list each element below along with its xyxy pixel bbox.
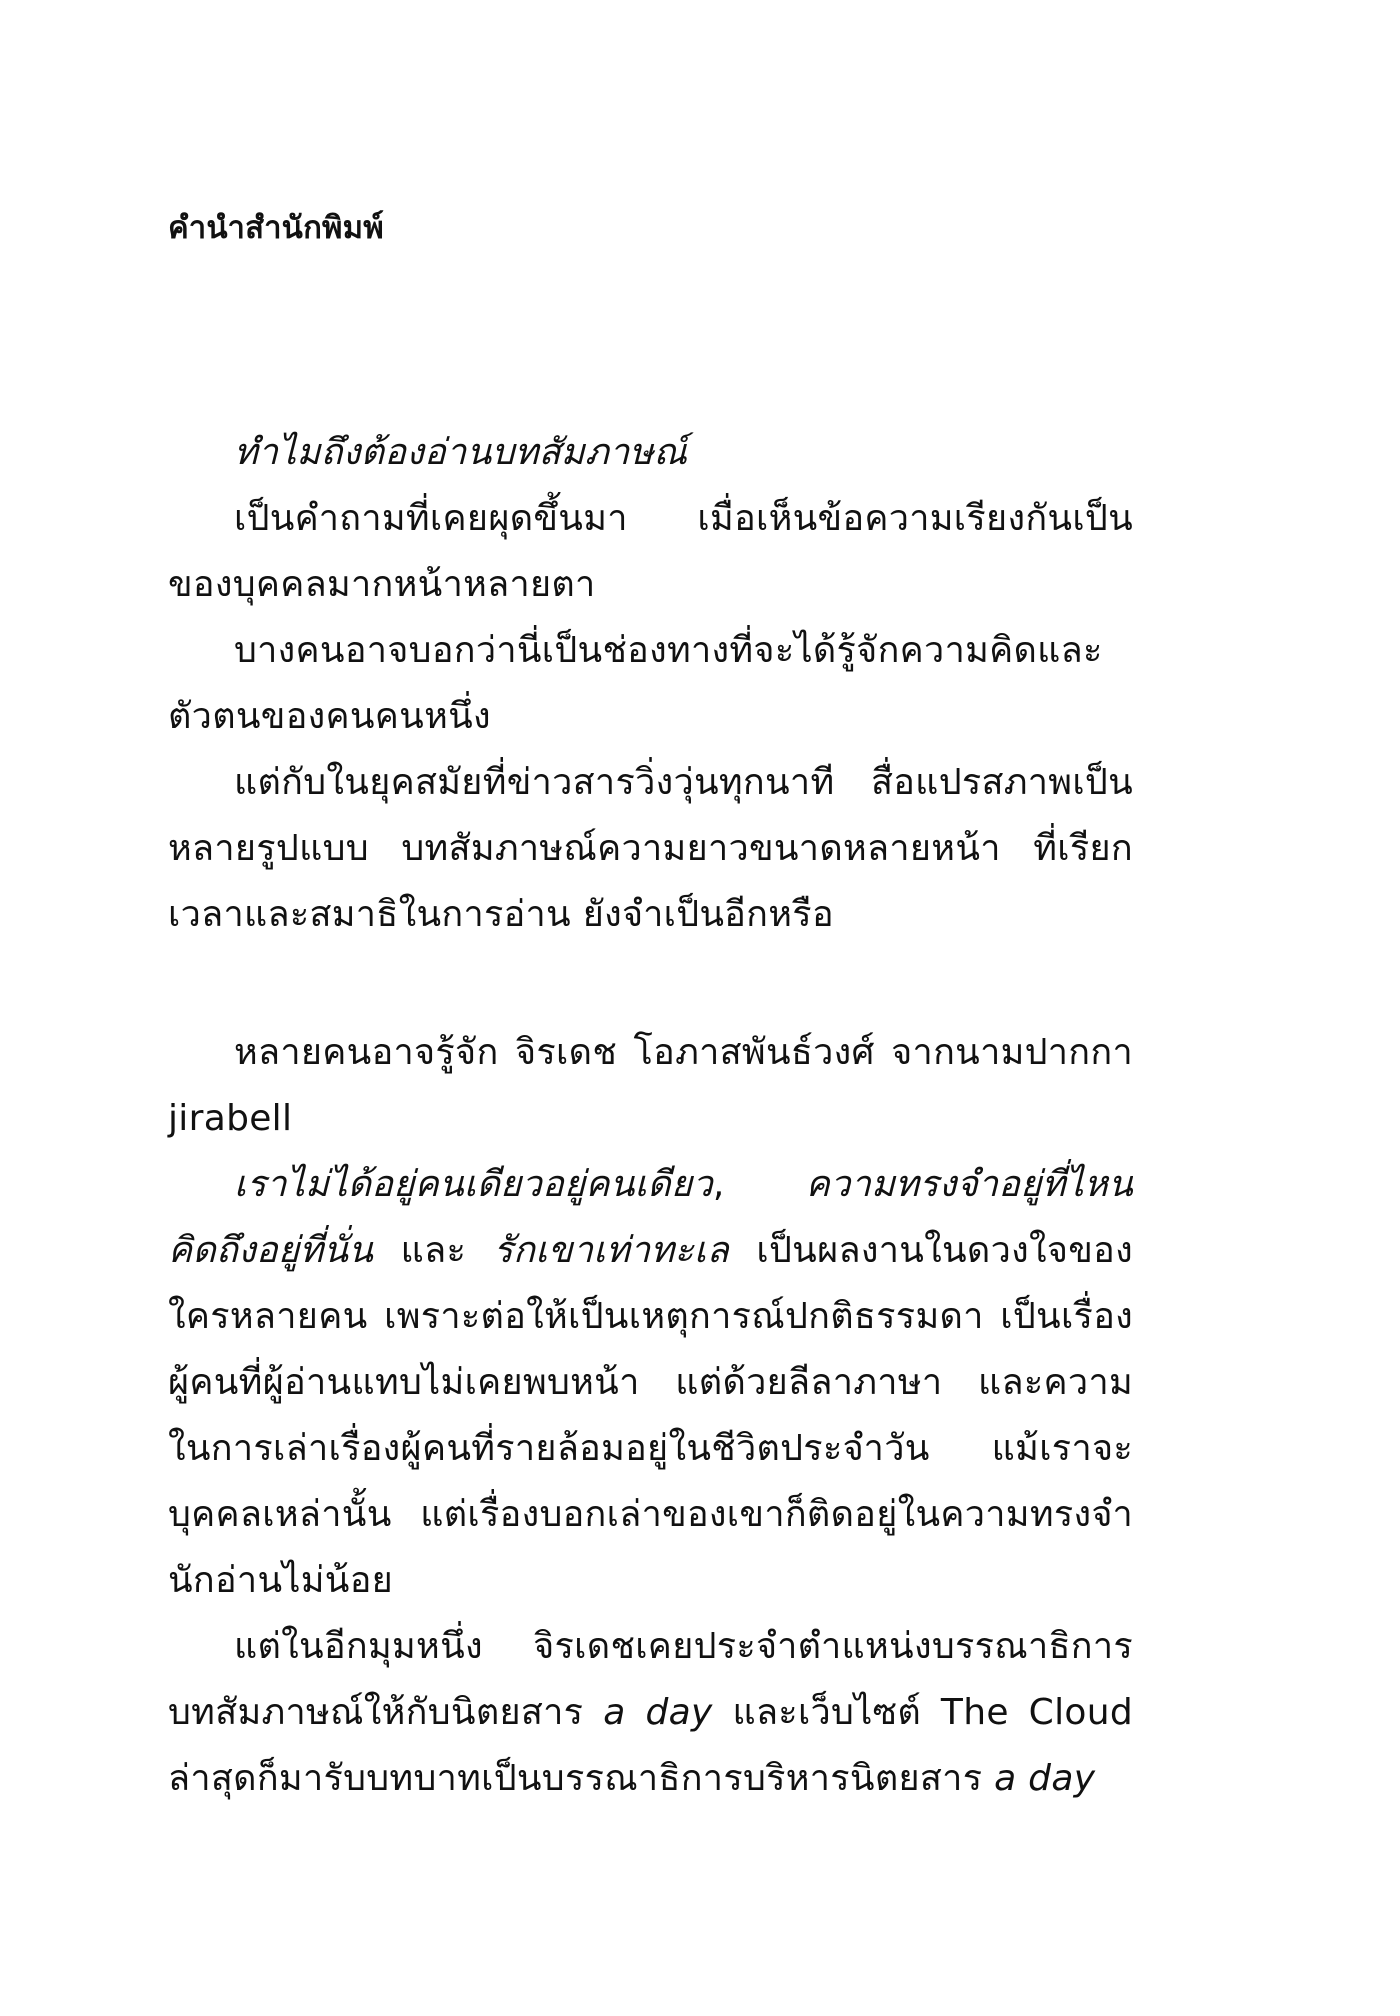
paragraph-7-line-2-start: บทสัมภาษณ์ให้กับนิตยสาร bbox=[168, 1692, 604, 1733]
paragraph-7-line-2 bbox=[168, 1680, 1133, 1746]
paragraph-6-line-5: ในการเล่าเรื่องผู้คนที่รายล้อมอยู่ในชีวิตประจำวัน แม้เราจะ bbox=[168, 1428, 1133, 1469]
book-title-3: รักเขาเท่าทะเล bbox=[493, 1230, 730, 1271]
paragraph-7-line-3 bbox=[168, 1746, 1133, 1812]
paragraph-4-line-2: หลายรูปแบบ บทสัมภาษณ์ความยาวขนาดหลายหน้า ที่เรียก bbox=[168, 828, 1133, 869]
book-title-2-start: ความทรงจำอยู่ที่ไหน bbox=[805, 1164, 1133, 1205]
paragraph-7-line-1: แต่ในอีกมุมหนึ่ง จิรเดชเคยประจำตำแหน่งบรรณาธิการ bbox=[234, 1626, 1133, 1667]
paragraph-6-line-4: ผู้คนที่ผู้อ่านแทบไม่เคยพบหน้า แต่ด้วยลีลาภาษา และความ bbox=[168, 1362, 1133, 1403]
comma-separator: , bbox=[712, 1164, 806, 1205]
paragraph-6-line-2 bbox=[168, 1218, 1133, 1284]
paragraph-5-line-2: jirabell bbox=[168, 1098, 293, 1139]
paragraph-4-line-3: เวลาและสมาธิในการอ่าน ยังจำเป็นอีกหรือ bbox=[168, 894, 834, 935]
text-block-main bbox=[168, 1020, 1133, 1812]
paragraph-6-line-3: ใครหลายคน เพราะต่อให้เป็นเหตุการณ์ปกติธรรมดา เป็นเรื่อง bbox=[168, 1296, 1133, 1337]
conjunction-text: และ bbox=[373, 1230, 494, 1271]
paragraph-6-line-1 bbox=[168, 1152, 1133, 1218]
paragraph-4-line-1: แต่กับในยุคสมัยที่ข่าวสารวิ่งวุ่นทุกนาที สื่อแปรสภาพเป็น bbox=[234, 762, 1133, 803]
paragraph-3-line-2: ตัวตนของคนคนหนึ่ง bbox=[168, 696, 491, 737]
paragraph-2-line-1: เป็นคำถามที่เคยผุดขึ้นมา เมื่อเห็นข้อความเรียงกันเป็น bbox=[234, 498, 1133, 539]
paragraph-1-line-1: ทำไมถึงต้องอ่านบทสัมภาษณ์ bbox=[234, 432, 688, 473]
paragraph-6-line-2-rest: เป็นผลงานในดวงใจของ bbox=[729, 1230, 1133, 1271]
paragraph-6-line-6: บุคคลเหล่านั้น แต่เรื่องบอกเล่าของเขาก็ติดอยู่ในความทรงจำ bbox=[168, 1494, 1133, 1535]
paragraph-2-line-2: ของบุคคลมากหน้าหลายตา bbox=[168, 564, 596, 605]
page-heading: คำนำสำนักพิมพ์ bbox=[168, 210, 384, 246]
paragraph-5-line-1: หลายคนอาจรู้จัก จิรเดช โอภาสพันธ์วงศ์ จากนามปากกา bbox=[234, 1032, 1133, 1073]
paragraph-7-line-2-rest: และเว็บไซต์ The Cloud bbox=[712, 1692, 1133, 1733]
book-title-1: เราไม่ได้อยู่คนเดียวอยู่คนเดียว bbox=[234, 1164, 713, 1205]
paragraph-6-line-7: นักอ่านไม่น้อย bbox=[168, 1560, 394, 1601]
paragraph-3-line-1: บางคนอาจบอกว่านี่เป็นช่องทางที่จะได้รู้จักความคิดและ bbox=[234, 630, 1103, 671]
book-title-2-end: คิดถึงอยู่ที่นั่น bbox=[168, 1230, 374, 1271]
magazine-name-1: a day bbox=[603, 1692, 713, 1733]
magazine-name-2: a day bbox=[994, 1758, 1096, 1799]
paragraph-7-line-3-start: ล่าสุดก็มารับบทบาทเป็นบรรณาธิการบริหารนิตยสาร bbox=[168, 1758, 995, 1799]
text-block-intro bbox=[168, 420, 1133, 948]
